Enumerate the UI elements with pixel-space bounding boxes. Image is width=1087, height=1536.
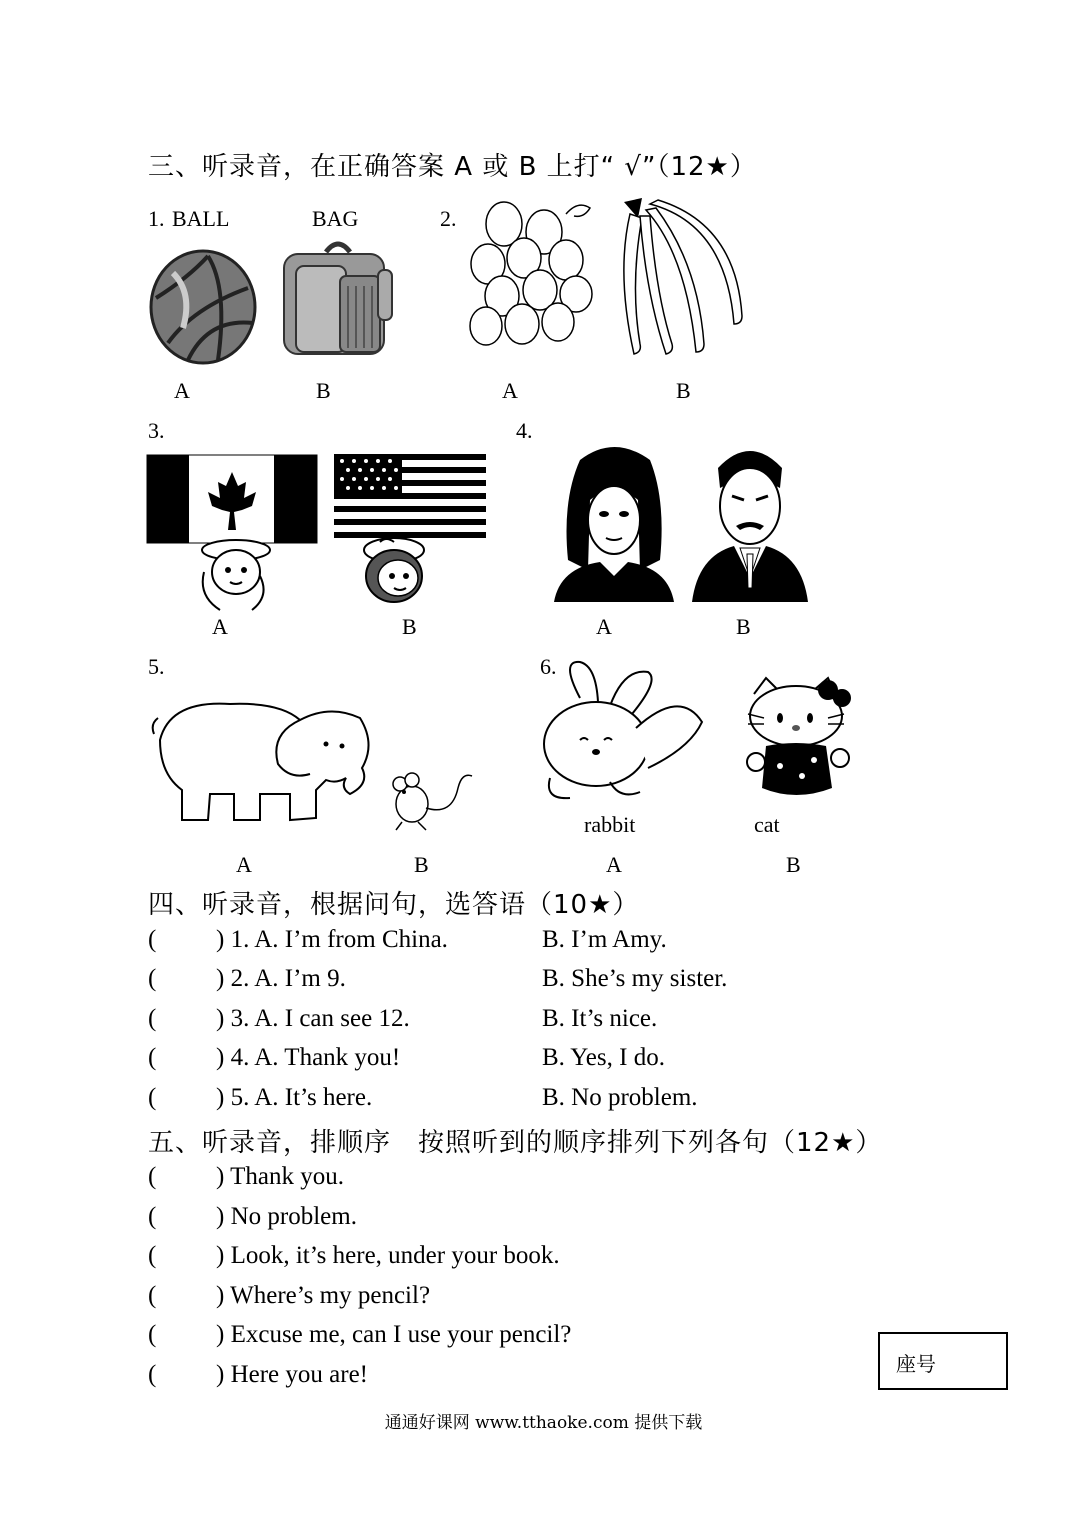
s5-item-3-text: ) Look, it’s here, under your book. — [216, 1242, 560, 1269]
q5-option-b: B — [414, 852, 429, 877]
woman-image — [550, 440, 678, 602]
s4-item-5-b: B. No problem. — [542, 1084, 698, 1111]
answer-blank[interactable]: ( — [148, 1005, 157, 1032]
q1-label-bag: BAG — [312, 206, 359, 231]
footer-source: 通通好课网 www.tthaoke.com 提供下载 — [384, 1413, 703, 1433]
ball-image — [148, 248, 258, 366]
s5-item-1-text: ) Thank you. — [216, 1163, 344, 1190]
s4-item-3-b: B. It’s nice. — [542, 1005, 658, 1032]
rabbit-image — [540, 658, 708, 806]
q4-number: 4. — [516, 418, 533, 443]
q6-label-cat: cat — [754, 812, 780, 837]
q4-option-a: A — [596, 614, 612, 639]
q4-option-b: B — [736, 614, 751, 639]
s4-item-3-a: ) 3. A. I can see 12. — [216, 1005, 410, 1032]
bananas-image — [616, 194, 746, 362]
s4-item-4-a: ) 4. A. Thank you! — [216, 1044, 401, 1071]
answer-blank[interactable]: ( — [148, 965, 157, 992]
usa-flag-image — [334, 454, 486, 538]
s4-item-2-b: B. She’s my sister. — [542, 965, 728, 992]
section-4-heading: 四、听录音，根据问句，选答语（10★） — [148, 890, 640, 920]
cat-image — [744, 676, 860, 802]
q5-number: 5. — [148, 654, 165, 679]
answer-blank[interactable]: ( — [148, 926, 157, 953]
mouse-image — [382, 768, 474, 832]
answer-blank[interactable]: ( — [148, 1203, 157, 1230]
s5-item-2-text: ) No problem. — [216, 1203, 357, 1230]
s4-item-2-a: ) 2. A. I’m 9. — [216, 965, 346, 992]
grapes-image — [466, 194, 596, 356]
seat-number-box[interactable]: 座号 — [878, 1332, 1008, 1390]
section-5-heading: 五、听录音，排顺序 按照听到的顺序排列下列各句（12★） — [148, 1128, 883, 1158]
q1-option-b: B — [316, 378, 331, 403]
girl-b-image — [350, 536, 440, 610]
q1-label-ball: BALL — [172, 206, 230, 231]
bag-image — [278, 236, 396, 358]
answer-blank[interactable]: ( — [148, 1163, 157, 1190]
s4-item-4-b: B. Yes, I do. — [542, 1044, 665, 1071]
man-image — [690, 438, 810, 602]
section-3-heading: 三、听录音，在正确答案 A 或 B 上打“ √”（12★） — [148, 152, 757, 182]
q6-option-a: A — [606, 852, 622, 877]
q2-option-b: B — [676, 378, 691, 403]
q3-number: 3. — [148, 418, 165, 443]
answer-blank[interactable]: ( — [148, 1321, 157, 1348]
canada-flag-image — [146, 454, 318, 544]
q1-number: 1. — [148, 206, 165, 231]
q3-option-a: A — [212, 614, 228, 639]
s5-item-4-text: ) Where’s my pencil? — [216, 1282, 431, 1309]
s4-item-5-a: ) 5. A. It’s here. — [216, 1084, 373, 1111]
answer-blank[interactable]: ( — [148, 1242, 157, 1269]
girl-a-image — [190, 536, 280, 612]
q3-option-b: B — [402, 614, 417, 639]
s4-item-1-b: B. I’m Amy. — [542, 926, 667, 953]
q2-number: 2. — [440, 206, 457, 231]
answer-blank[interactable]: ( — [148, 1361, 157, 1388]
q1-option-a: A — [174, 378, 190, 403]
q6-number: 6. — [540, 654, 557, 679]
q6-label-rabbit: rabbit — [584, 812, 636, 837]
elephant-image — [150, 694, 380, 830]
s5-item-5-text: ) Excuse me, can I use your pencil? — [216, 1321, 572, 1348]
s5-item-6-text: ) Here you are! — [216, 1361, 368, 1388]
answer-blank[interactable]: ( — [148, 1044, 157, 1071]
answer-blank[interactable]: ( — [148, 1084, 157, 1111]
s4-item-1-a: ) 1. A. I’m from China. — [216, 926, 448, 953]
answer-blank[interactable]: ( — [148, 1282, 157, 1309]
q5-option-a: A — [236, 852, 252, 877]
q2-option-a: A — [502, 378, 518, 403]
q6-option-b: B — [786, 852, 801, 877]
